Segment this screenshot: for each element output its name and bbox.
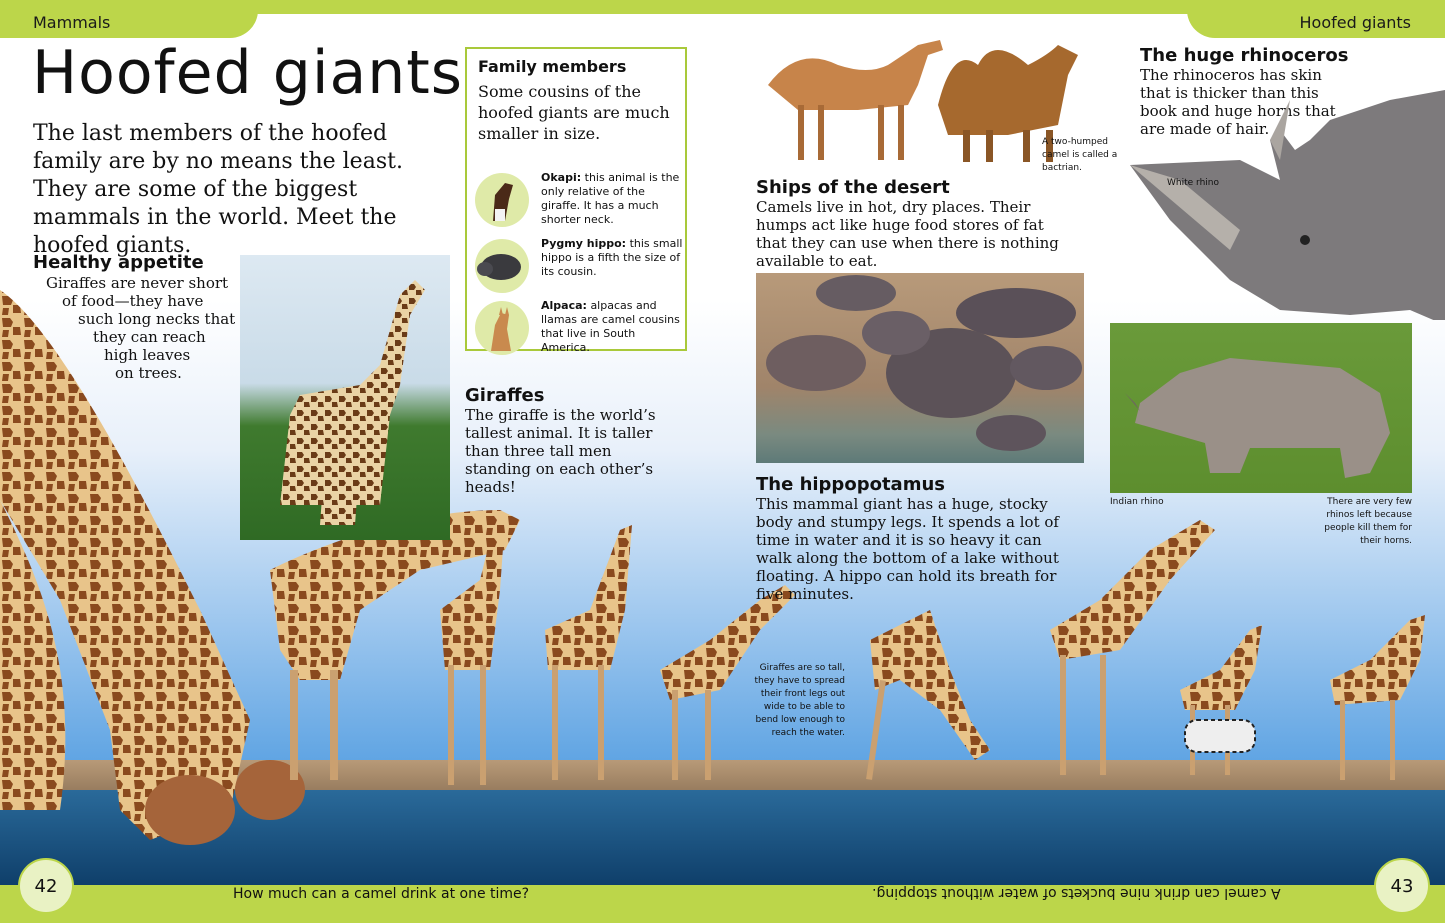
footer-question: How much can a camel drink at one time? [233,886,530,902]
okapi-icon [475,173,529,227]
giraffes-text: The giraffe is the world’s tallest animal. It is taller than three tall men standing on each other’s heads! [465,406,656,496]
pygmy-hippo-icon [475,239,529,293]
indian-rhino-label: Indian rhino [1110,497,1164,507]
hippo-heading: The hippopotamus [756,474,945,495]
family-member-pygmy-hippo [475,237,681,293]
alpaca-name: Alpaca: [541,299,587,312]
camels-text: Camels live in hot, dry places. Their humps act like huge food stores of fat that they can use when there is nothing available to eat. [756,198,1059,270]
healthy-appetite-line-5: high leaves [104,346,191,364]
healthy-appetite-line-3: such long necks that [78,310,236,328]
family-members-box [465,47,687,354]
healthy-appetite-line-6: on trees. [115,364,182,382]
camels-heading: Ships of the desert [756,177,950,198]
indian-rhino-photo [1110,323,1412,493]
footer-answer-upside-down: A camel can drink nine buckets of water without stopping. [872,885,1281,901]
okapi-text: this animal is the only relative of the giraffe. It has a much shorter neck. [541,171,680,226]
family-members-intro: Some cousins of the hoofed giants are much smaller in size. [478,82,670,143]
healthy-appetite-line-1: Giraffes are never short [46,274,229,292]
page-number-left: 42 [18,858,74,914]
intro-paragraph: The last members of the hoofed family are by no means the least. They are some of the biggest mammals in the world. Meet the hoofed giants. [33,121,403,258]
rhino-text: The rhinoceros has skin that is thicker than this book and huge horns that are made of hair. [1140,66,1336,138]
healthy-appetite-line-2: of food—they have [62,292,204,310]
rhino-heading: The huge rhinoceros [1140,45,1349,66]
hippos-photo [756,273,1084,463]
giraffe-feeding-photo [240,255,450,540]
pygmy-hippo-name: Pygmy hippo: [541,237,627,250]
family-member-alpaca [475,299,681,355]
family-members-heading: Family members [478,57,627,76]
okapi-name: Okapi: [541,171,582,184]
healthy-appetite-heading: Healthy appetite [33,252,204,273]
white-rhino-label: White rhino [1167,178,1219,188]
section-label-right: Hoofed giants [1299,13,1411,32]
alpaca-text: alpacas and llamas are camel cousins that live in South America. [541,299,680,354]
hippo-text: This mammal giant has a huge, stocky body and stumpy legs. It spends a lot of time in water and it is so heavy it can walk along the bottom of a lake without floating. A hippo can hold its breath for five minutes. [756,495,1059,603]
alpaca-icon [475,301,529,355]
giraffe-drinking-caption: Giraffes are so tall, they have to spread their front legs out wide to be able to bend low enough to reach the water. [754,663,845,738]
bactrian-caption: A two-humped camel is called a bactrian. [1042,137,1118,173]
family-member-okapi [475,171,681,227]
pygmy-hippo-text: this small hippo is a fifth the size of its cousin. [541,237,683,278]
giraffes-heading: Giraffes [465,385,545,406]
page-number-right: 43 [1374,858,1430,914]
healthy-appetite-line-4: they can reach [93,328,206,346]
white-rhino-illustration [1130,80,1445,320]
section-label-left: Mammals [33,13,111,32]
rhino-few-caption: There are very few rhinos left because people kill them for their horns. [1324,497,1412,546]
page-title: Hoofed giants [32,38,464,108]
